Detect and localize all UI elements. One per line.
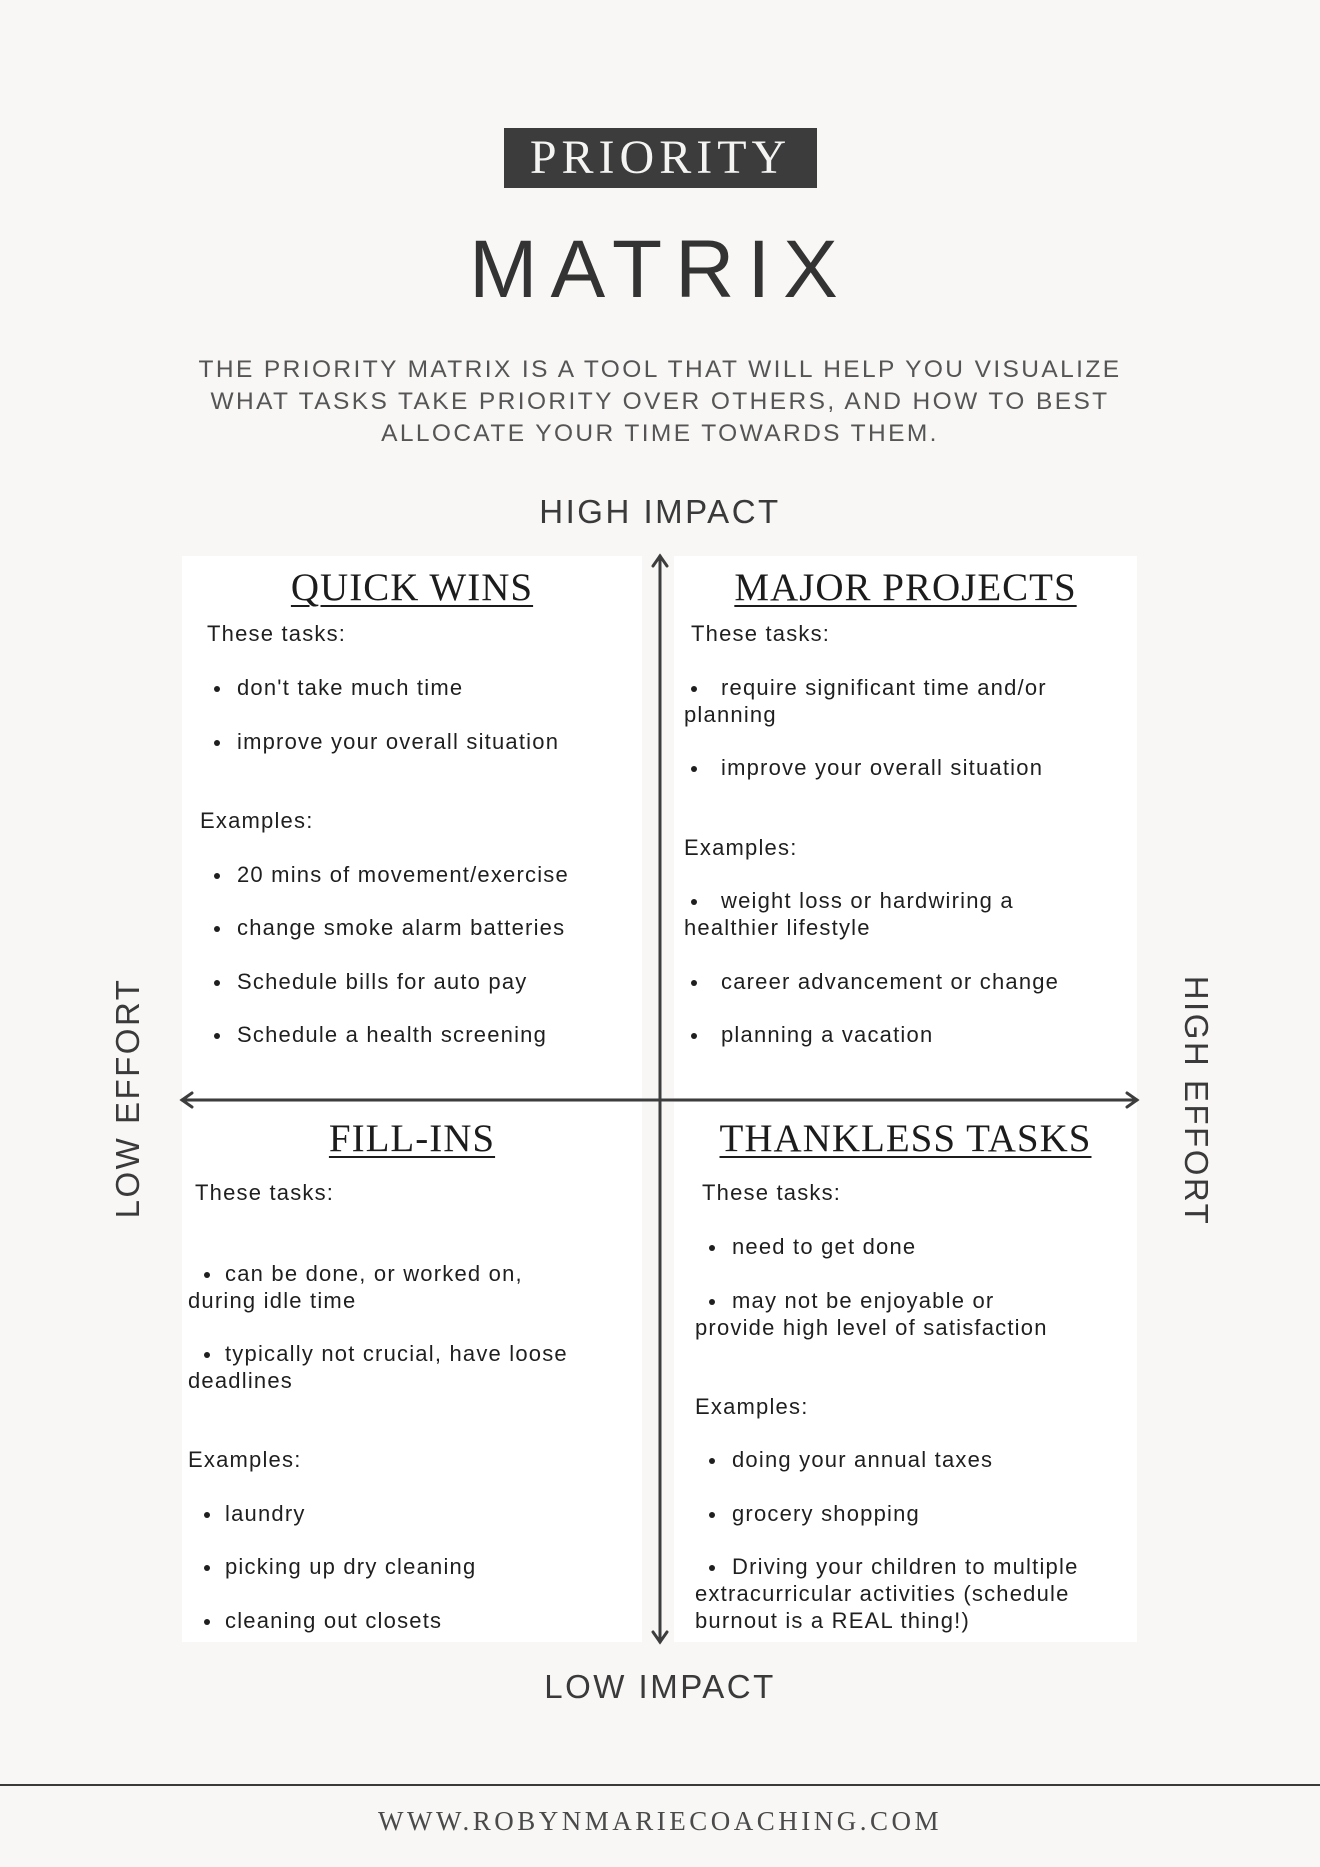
axis-label-low-effort: LOW EFFORT <box>109 977 146 1219</box>
priority-badge: PRIORITY <box>504 128 817 188</box>
quadrant-title: MAJOR PROJECTS <box>734 566 1077 609</box>
intro-line: WHAT TASKS TAKE PRIORITY OVER OTHERS, AND HOW TO BEST <box>210 388 1110 415</box>
quadrant-major-projects: MAJOR PROJECTS These tasks: require significant time and/or planning improve your overall situation Examples: weight loss or hardwiring a healthier lifestyle career advancement or change planning a vacation <box>674 556 1137 1098</box>
quadrant-quick-wins: QUICK WINS These tasks: don't take much time improve your overall situation Examples: 20 mins of movement/exercise change smoke alarm batteries Schedule bills for auto pay Schedule a health screening <box>182 556 642 1098</box>
footer-website: WWW.ROBYNMARIECOACHING.COM <box>377 1806 942 1836</box>
quadrant-title: FILL-INS <box>328 1117 496 1160</box>
axis-label-high-impact: HIGH IMPACT <box>539 493 781 530</box>
intro-line: ALLOCATE YOUR TIME TOWARDS THEM. <box>381 420 939 447</box>
quadrant-thankless-tasks: THANKLESS TASKS These tasks: need to get done may not be enjoyable or provide high level of satisfaction Examples: doing your annual taxes grocery shopping Driving your children to multiple extracurricular activities (schedule burnout is a REAL thing!) <box>674 1102 1137 1642</box>
quadrant-title: THANKLESS TASKS <box>719 1117 1092 1160</box>
arrow-down-icon <box>653 1632 667 1642</box>
tasks-intro: These tasks: <box>195 1180 335 1205</box>
tasks-intro: These tasks: <box>691 621 831 646</box>
intro-text <box>150 354 1170 450</box>
tasks-intro: These tasks: <box>702 1180 842 1205</box>
tasks-intro: These tasks: <box>207 621 347 646</box>
quadrant-fill-ins: FILL-INS These tasks: can be done, or worked on, during idle time typically not crucial, have loose deadlines Examples: laundry picking up dry cleaning cleaning out closets <box>182 1102 642 1642</box>
page-title: MATRIX <box>469 224 851 315</box>
arrow-up-icon <box>653 556 667 566</box>
intro-line: THE PRIORITY MATRIX IS A TOOL THAT WILL HELP YOU VISUALIZE <box>198 356 1122 383</box>
examples-label: Examples: <box>695 1394 809 1419</box>
footer-divider <box>0 1784 1320 1786</box>
axis-label-high-effort: HIGH EFFORT <box>1178 975 1215 1227</box>
examples-label: Examples: <box>684 835 798 860</box>
examples-label: Examples: <box>200 808 314 833</box>
quadrant-title: QUICK WINS <box>290 566 534 609</box>
examples-label: Examples: <box>188 1447 302 1472</box>
axis-label-low-impact: LOW IMPACT <box>544 1668 776 1705</box>
